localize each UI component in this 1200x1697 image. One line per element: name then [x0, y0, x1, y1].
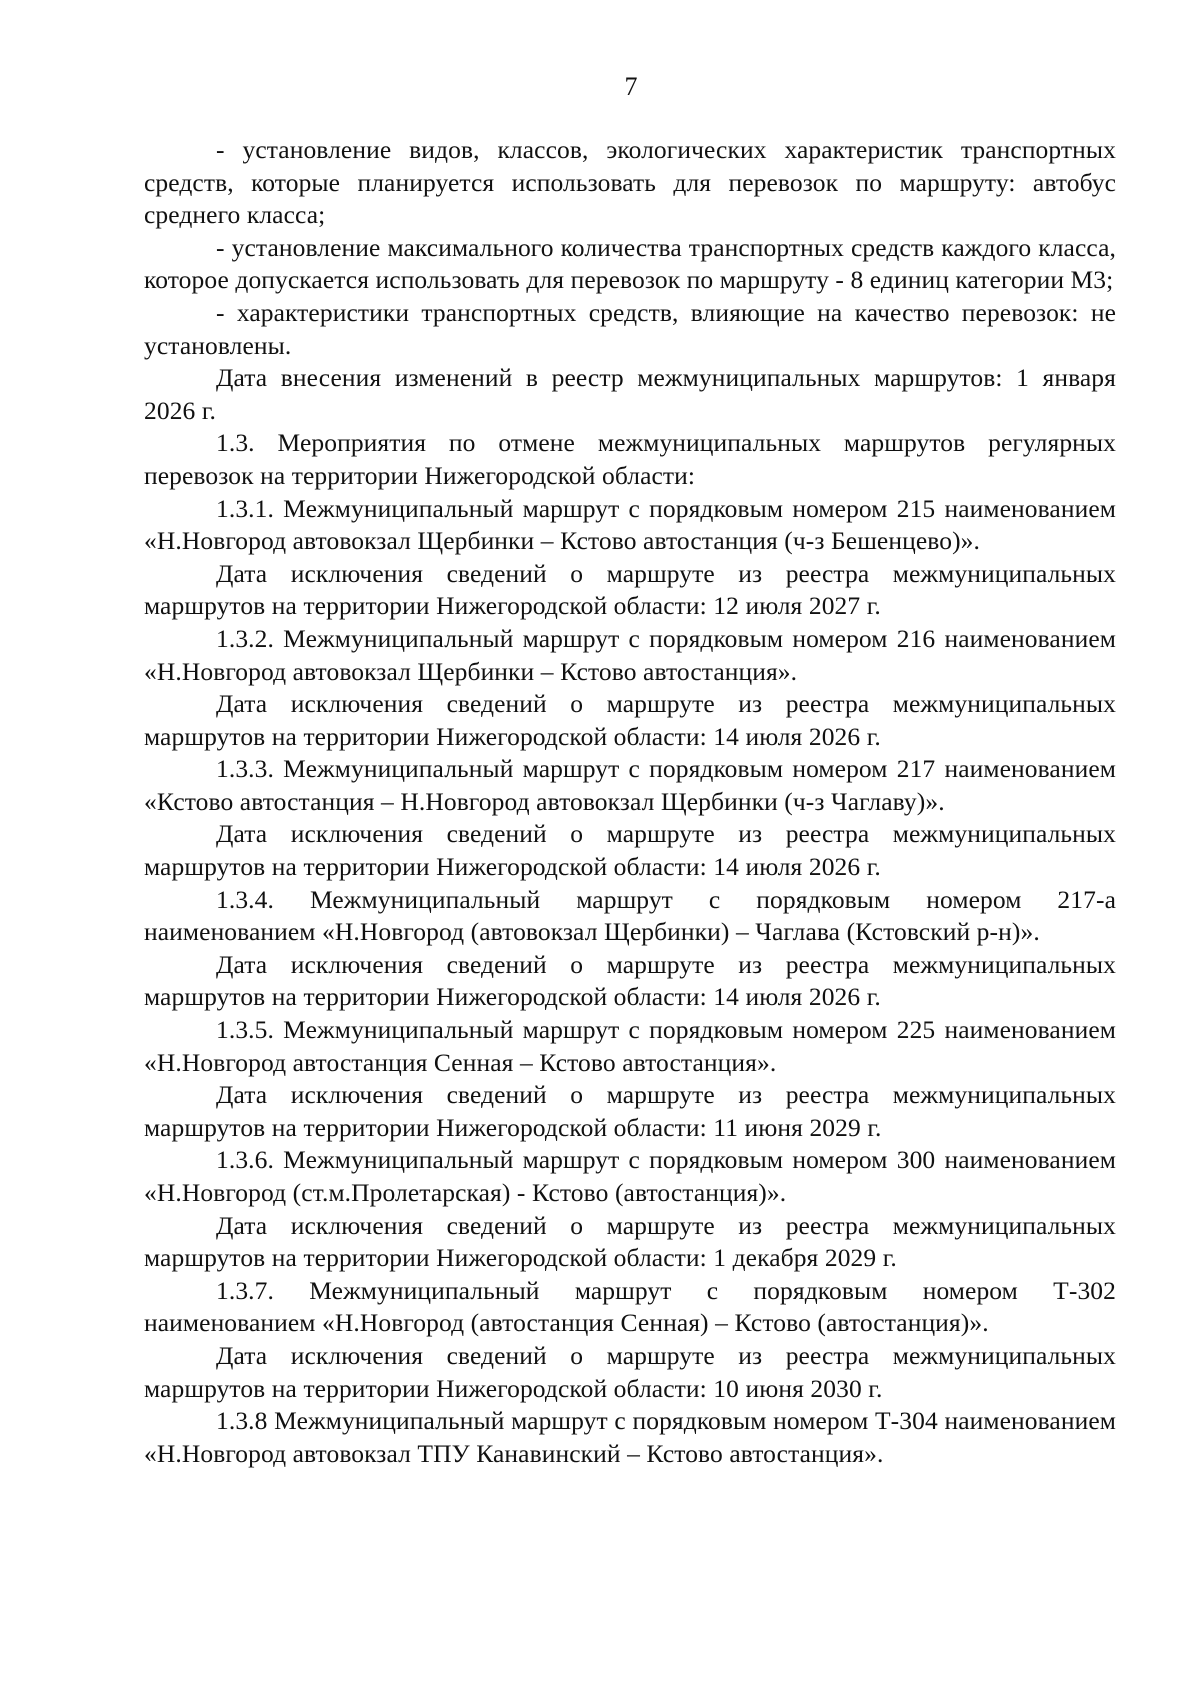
item-1-3-8: 1.3.8 Межмуниципальный маршрут с порядковым номером Т-304 наименованием «Н.Новгород автовокзал ТПУ Канавинский – Кстово автостанция».: [144, 1406, 1116, 1468]
item-1-3-2-exclusion-date: Дата исключения сведений о маршруте из реестра межмуниципальных маршрутов на территории Нижегородской области: 14 июля 2026 г.: [144, 689, 1116, 751]
paragraph-registry-change-date: Дата внесения изменений в реестр межмуниципальных маршрутов: 1 января 2026 г.: [144, 363, 1116, 425]
item-1-3-3-exclusion-date: Дата исключения сведений о маршруте из реестра межмуниципальных маршрутов на территории Нижегородской области: 14 июля 2026 г.: [144, 819, 1116, 882]
paragraph-vehicle-classes: - установление видов, классов, экологических характеристик транспортных средств, которые планируется использовать для перевозок по маршруту: автобус среднего класса;: [144, 135, 1116, 230]
item-1-3-7-exclusion-date: Дата исключения сведений о маршруте из реестра межмуниципальных маршрутов на территории Нижегородской области: 10 июня 2030 г.: [144, 1340, 1116, 1403]
item-1-3-3: 1.3.3. Межмуниципальный маршрут с порядковым номером 217 наименованием «Кстово автостанция – Н.Новгород автовокзал Щербинки (ч-з Чаглаву)».: [144, 754, 1116, 816]
item-1-3-7: 1.3.7. Межмуниципальный маршрут с порядковым номером Т-302 наименованием «Н.Новгород (автостанция Сенная) – Кстово (автостанция)».: [144, 1275, 1116, 1338]
page-number: 7: [624, 72, 638, 101]
item-1-3-5-exclusion-date: Дата исключения сведений о маршруте из реестра межмуниципальных маршрутов на территории Нижегородской области: 11 июня 2029 г.: [144, 1080, 1116, 1142]
item-1-3-6: 1.3.6. Межмуниципальный маршрут с порядковым номером 300 наименованием «Н.Новгород (ст.м.Пролетарская) - Кстово (автостанция)».: [144, 1145, 1116, 1207]
section-heading-1-3: 1.3. Мероприятия по отмене межмуниципальных маршрутов регулярных перевозок на территории Нижегородской области:: [144, 428, 1116, 490]
item-1-3-4-exclusion-date: Дата исключения сведений о маршруте из реестра межмуниципальных маршрутов на территории Нижегородской области: 14 июля 2026 г.: [144, 949, 1116, 1012]
item-1-3-5: 1.3.5. Межмуниципальный маршрут с порядковым номером 225 наименованием «Н.Новгород автостанция Сенная – Кстово автостанция».: [144, 1015, 1116, 1077]
item-1-3-4: 1.3.4. Межмуниципальный маршрут с порядковым номером 217-а наименованием «Н.Новгород (автовокзал Щербинки) – Чаглава (Кстовский р-н)».: [144, 884, 1116, 947]
item-1-3-1: 1.3.1. Межмуниципальный маршрут с порядковым номером 215 наименованием «Н.Новгород автовокзал Щербинки – Кстово автостанция (ч-з Бешенцево)».: [144, 493, 1116, 556]
item-1-3-1-exclusion-date: Дата исключения сведений о маршруте из реестра межмуниципальных маршрутов на территории Нижегородской области: 12 июля 2027 г.: [144, 558, 1116, 621]
item-1-3-2: 1.3.2. Межмуниципальный маршрут с порядковым номером 216 наименованием «Н.Новгород автовокзал Щербинки – Кстово автостанция».: [144, 623, 1116, 686]
paragraph-vehicle-characteristics: - характеристики транспортных средств, влияющие на качество перевозок: не установлены.: [144, 297, 1116, 360]
paragraph-max-vehicles: - установление максимального количества транспортных средств каждого класса, которое допускается использовать для перевозок по маршруту - 8 единиц категории М3;: [144, 232, 1116, 295]
item-1-3-6-exclusion-date: Дата исключения сведений о маршруте из реестра межмуниципальных маршрутов на территории Нижегородской области: 1 декабря 2029 г.: [144, 1210, 1116, 1273]
document-body: [144, 134, 1116, 1470]
